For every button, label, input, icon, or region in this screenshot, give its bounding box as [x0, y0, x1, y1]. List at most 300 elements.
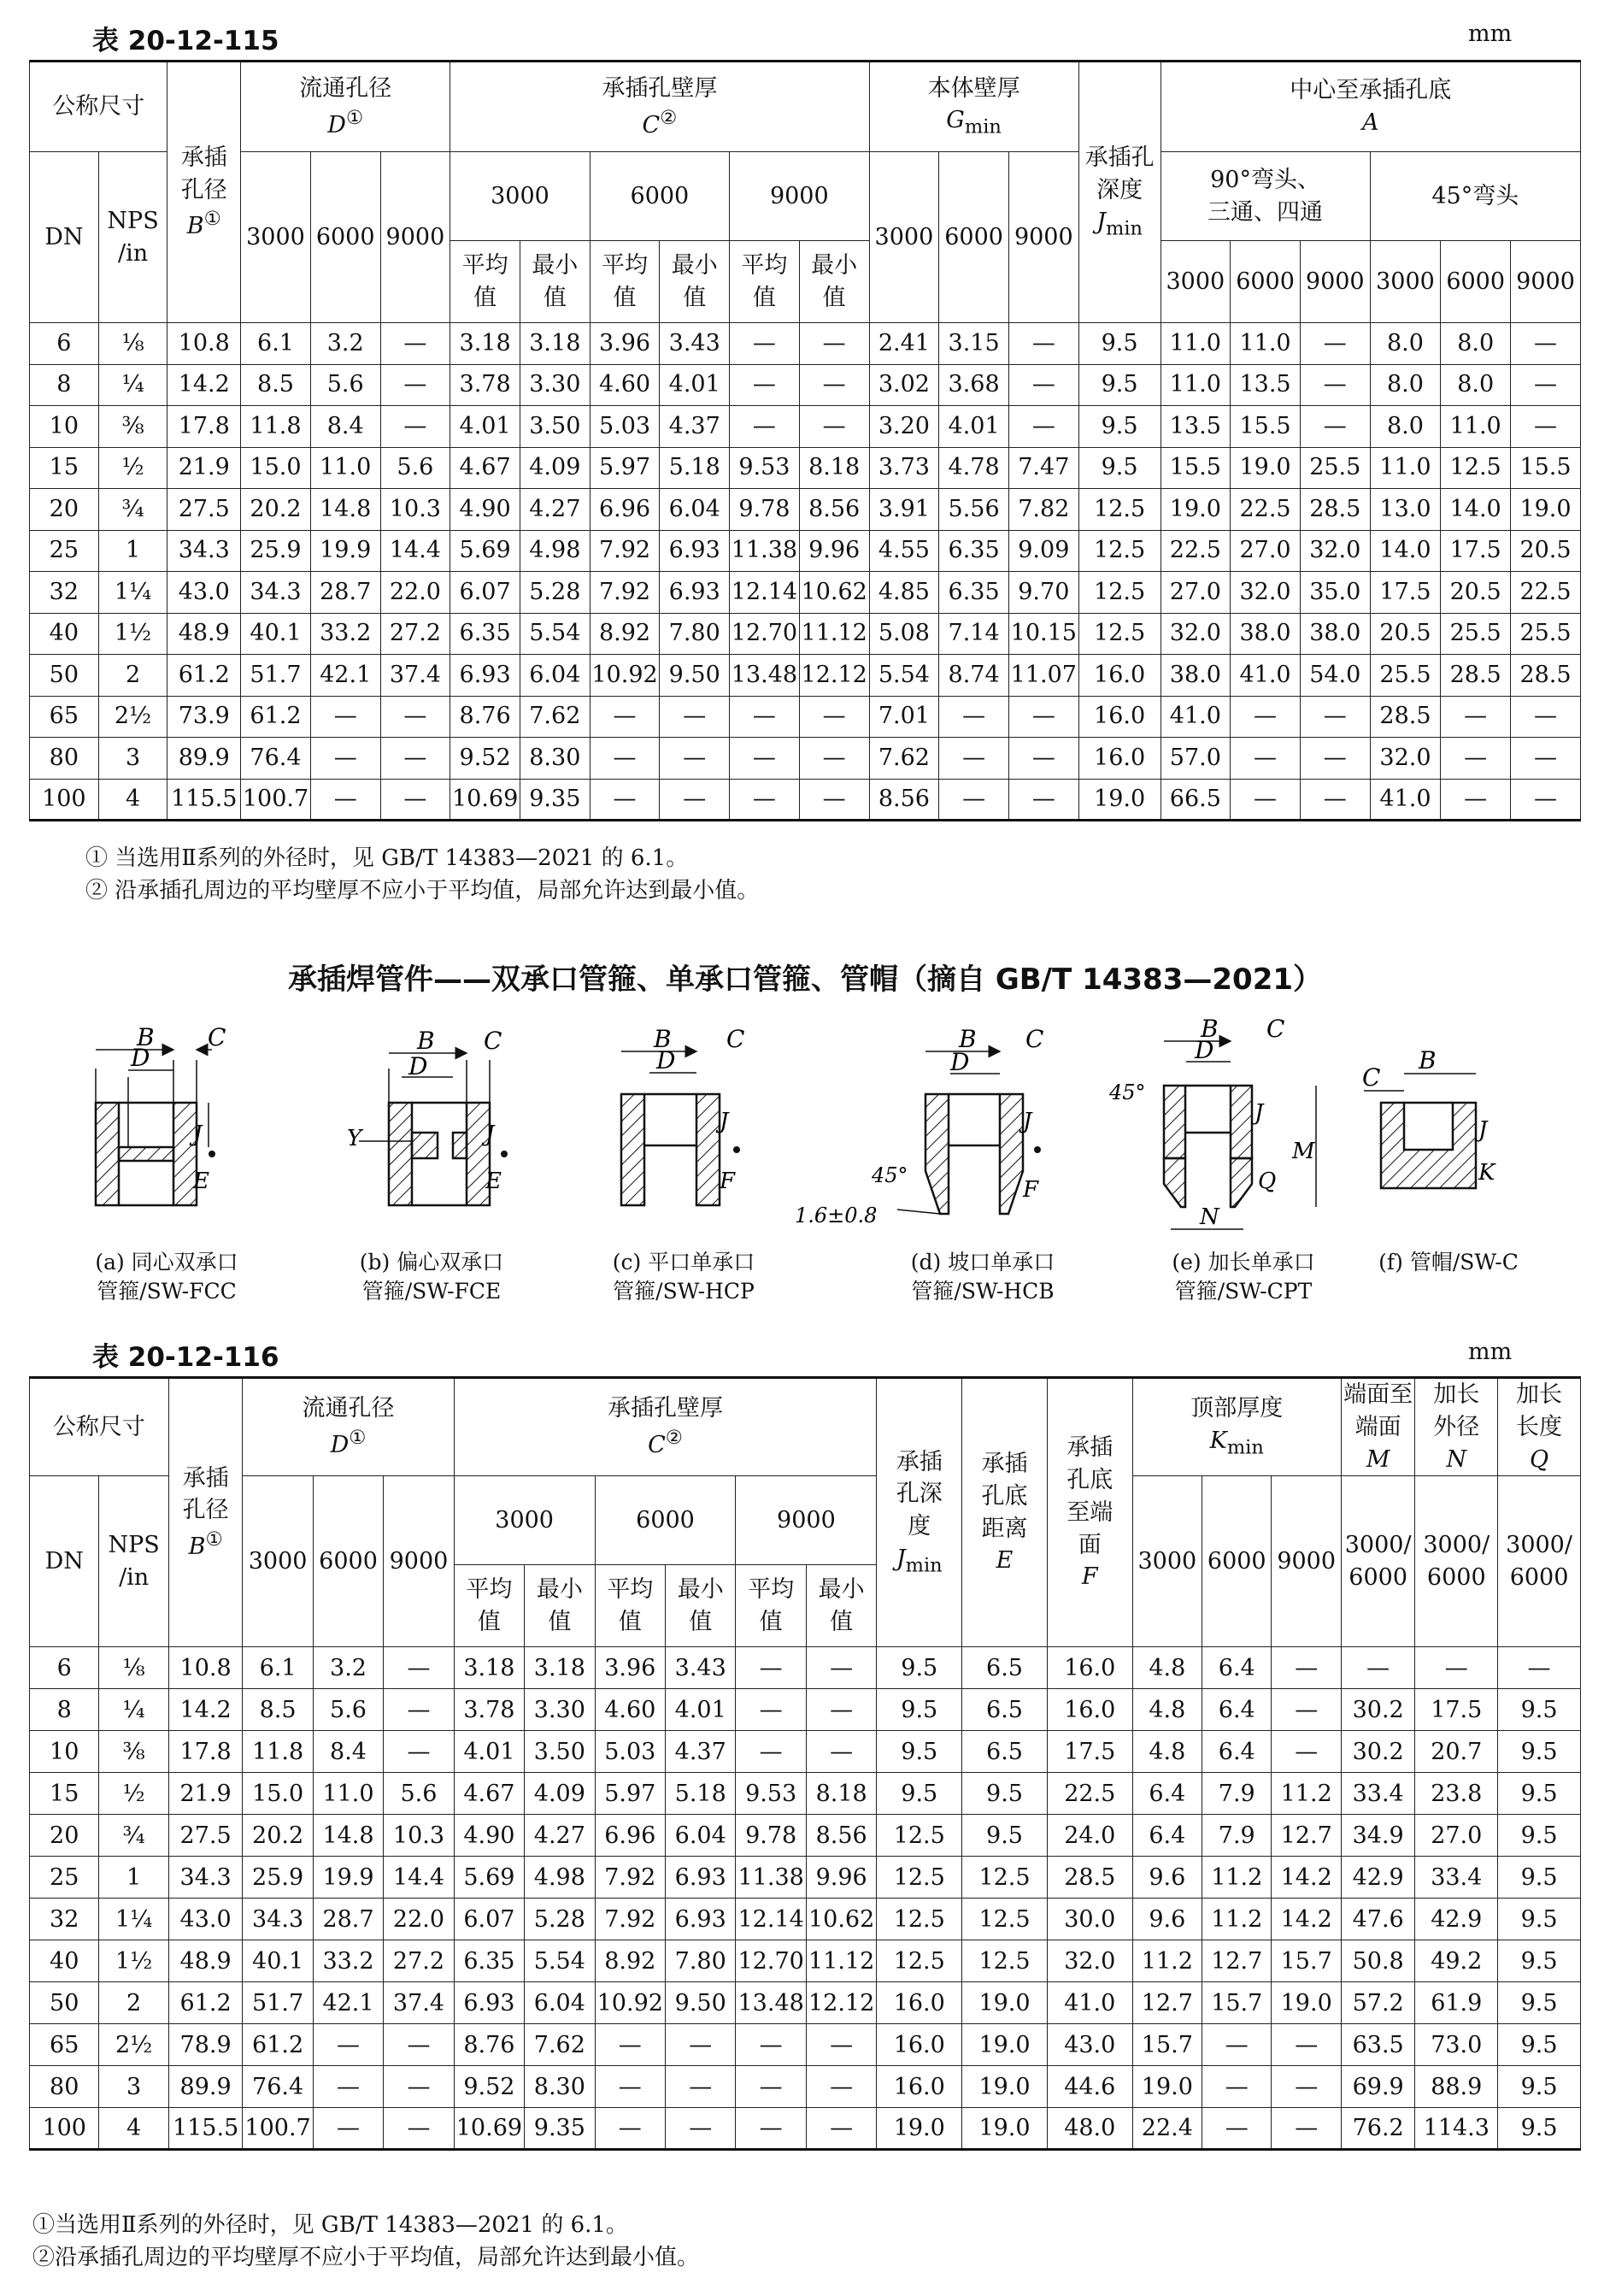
table-cell: — [1231, 779, 1301, 821]
table-cell: ¾ [99, 1815, 168, 1857]
table-cell: 32 [30, 1899, 99, 1940]
table-cell: 4.98 [525, 1857, 595, 1899]
table-cell: 3.43 [666, 1647, 736, 1689]
table-cell: 12.5 [962, 1857, 1048, 1899]
table-cell: 61.2 [241, 696, 311, 738]
caption-b: (b) 偏心双承口 管箍/SW-FCE [359, 1250, 504, 1304]
table-cell: 6.93 [454, 1982, 524, 2024]
table-cell: 5.6 [380, 447, 450, 489]
table-cell: 7.9 [1202, 1773, 1272, 1815]
table-cell: — [799, 406, 869, 448]
table-row [30, 2066, 1581, 2108]
table-cell: 7.47 [1008, 447, 1078, 489]
t2-h-top-6000: 6000 [1202, 1476, 1272, 1647]
table-cell: — [1272, 1647, 1341, 1689]
table-cell: — [730, 364, 800, 406]
table-cell: 13.48 [730, 655, 800, 697]
table-cell: 17.5 [1370, 572, 1441, 614]
table-cell: 38.0 [1231, 613, 1301, 655]
table-cell: 12.70 [730, 613, 800, 655]
table-cell: 14.2 [1272, 1857, 1341, 1899]
table-cell: — [736, 2024, 806, 2066]
table-cell: 22.0 [384, 1899, 454, 1940]
dim-B: B [959, 1025, 977, 1053]
dim-J: J [485, 1122, 495, 1147]
table-row [30, 1940, 1581, 1982]
table-cell: 14.0 [1441, 489, 1511, 531]
table2-body [30, 1647, 1581, 2150]
table-cell: 34.3 [167, 530, 241, 572]
table-cell: 9.6 [1132, 1857, 1202, 1899]
table-cell: 11.8 [243, 1731, 313, 1773]
table-cell: 6.4 [1202, 1689, 1272, 1731]
t2-h-m-class: 3000/ 6000 [1341, 1476, 1415, 1647]
dim-B: B [654, 1025, 672, 1053]
table-cell: 11.12 [799, 613, 869, 655]
table-cell: 50 [30, 655, 99, 697]
caption-c: (c) 平口单承口 管箍/SW-HCP [612, 1250, 755, 1304]
t1-h-nps: NPS /in [98, 152, 167, 323]
table-cell: — [1202, 2024, 1272, 2066]
table-cell: 6.93 [450, 655, 520, 697]
table-cell: — [736, 2066, 806, 2108]
t1-h-elbow45: 45°弯头 [1370, 152, 1580, 241]
table-cell: 100 [30, 779, 99, 821]
table2-note-2: ②沿承插孔周边的平均壁厚不应小于平均值，局部允许达到最小值。 [32, 2245, 700, 2270]
t1-h-e45-9000: 9000 [1511, 241, 1581, 323]
table-cell: 10.8 [167, 323, 241, 365]
table-cell: 73.0 [1415, 2024, 1498, 2066]
table-cell: 6.96 [595, 1815, 665, 1857]
t1-h-flow-3000: 3000 [241, 152, 311, 323]
dim-C: C [1025, 1025, 1044, 1053]
table-cell: 40.1 [241, 613, 311, 655]
table-cell: 41.0 [1047, 1982, 1132, 2024]
dim-C: C [1266, 1017, 1285, 1043]
table-cell: 5.28 [525, 1899, 595, 1940]
table-cell: 61.2 [168, 1982, 243, 2024]
table-cell: 10.3 [380, 489, 450, 531]
table-cell: 9.09 [1008, 530, 1078, 572]
table-cell: 25.5 [1511, 613, 1581, 655]
dim-J: J [720, 1109, 729, 1134]
table-cell: — [590, 696, 660, 738]
table-cell: 114.3 [1415, 2108, 1498, 2150]
table-cell: 12.5 [1078, 530, 1160, 572]
table-cell: 11.2 [1132, 1940, 1202, 1982]
table-cell: 9.6 [1132, 1899, 1202, 1940]
table-cell: 20.7 [1415, 1731, 1498, 1773]
table-cell: 19.0 [962, 2108, 1048, 2150]
table-cell: — [799, 779, 869, 821]
table-cell: 6.07 [450, 572, 520, 614]
t2-h-dist: 承插 孔底 距离 E [962, 1378, 1048, 1647]
table-cell: 10.62 [799, 572, 869, 614]
table-cell: 1½ [98, 613, 167, 655]
table-cell: 9.70 [1008, 572, 1078, 614]
table-cell: — [1008, 696, 1078, 738]
dim-B: B [137, 1023, 155, 1051]
table-cell: — [660, 738, 730, 780]
table-cell: 9.5 [1078, 447, 1160, 489]
table-cell: 20 [30, 489, 99, 531]
table-cell: 8.30 [520, 738, 590, 780]
table-cell: 4.01 [666, 1689, 736, 1731]
t2-h-nps: NPS /in [99, 1476, 168, 1647]
table1-title: 表 20-12-115 [92, 26, 279, 56]
table-cell: 89.9 [168, 2066, 243, 2108]
table-cell: 76.4 [243, 2066, 313, 2108]
table-cell: — [1441, 779, 1511, 821]
table-cell: 8.4 [313, 1731, 383, 1773]
table-row [30, 489, 1581, 531]
t2-h-wall-9000: 9000 [736, 1476, 877, 1565]
table-cell: 5.28 [520, 572, 590, 614]
table1 [29, 60, 1581, 821]
table-cell: 6.04 [666, 1815, 736, 1857]
table-cell: — [1511, 696, 1581, 738]
table-cell: ⅜ [99, 1731, 168, 1773]
t2-h-q-class: 3000/ 6000 [1498, 1476, 1581, 1647]
table-cell: 115.5 [168, 2108, 243, 2150]
table-cell: 6.5 [962, 1731, 1048, 1773]
table-cell: 28.7 [310, 572, 380, 614]
table2-note-1: ①当选用Ⅱ系列的外径时，见 GB/T 14383—2021 的 6.1。 [32, 2212, 628, 2238]
t1-h-avg: 平均 值 [590, 241, 660, 323]
table-cell: — [736, 1689, 806, 1731]
table-cell: 76.4 [241, 738, 311, 780]
table-cell: — [730, 696, 800, 738]
table-cell: — [939, 696, 1009, 738]
table-cell: 7.14 [939, 613, 1009, 655]
table-cell: 20.5 [1441, 572, 1511, 614]
table-cell: 20.2 [243, 1815, 313, 1857]
table-cell: 12.5 [877, 1899, 962, 1940]
table-cell: 5.97 [590, 447, 660, 489]
table-cell: — [1511, 406, 1581, 448]
table-cell: — [1300, 323, 1370, 365]
table-cell: 7.80 [666, 1940, 736, 1982]
table-cell: 33.4 [1341, 1773, 1415, 1815]
table-cell: 32.0 [1370, 738, 1441, 780]
table-cell: — [730, 406, 800, 448]
table-cell: 9.50 [666, 1982, 736, 2024]
table-cell: 8.56 [799, 489, 869, 531]
table-cell: 14.0 [1370, 530, 1441, 572]
table-cell: 2 [99, 1982, 168, 2024]
table-cell: 15.0 [241, 447, 311, 489]
table-cell: 1 [99, 1857, 168, 1899]
table-cell: 38.0 [1160, 655, 1231, 697]
table-cell: 80 [30, 738, 99, 780]
table-cell: 5.03 [590, 406, 660, 448]
table-cell: 3 [98, 738, 167, 780]
table-cell: — [939, 738, 1009, 780]
table-cell: 11.38 [730, 530, 800, 572]
table-cell: 6.4 [1132, 1773, 1202, 1815]
table-row [30, 613, 1581, 655]
t2-h-avg: 平均 值 [736, 1565, 806, 1647]
table-cell: 11.2 [1272, 1773, 1341, 1815]
table-cell: 34.3 [168, 1857, 243, 1899]
table1-unit: mm [1468, 21, 1513, 47]
table-cell: 10 [30, 406, 99, 448]
table-row [30, 1731, 1581, 1773]
table-cell: 4.09 [525, 1773, 595, 1815]
t1-h-avg: 平均 值 [450, 241, 520, 323]
table-cell: ¼ [98, 364, 167, 406]
table-cell: 10.3 [384, 1815, 454, 1857]
table-cell: 3.2 [313, 1647, 383, 1689]
table-cell: 2½ [98, 696, 167, 738]
table-cell: 54.0 [1300, 655, 1370, 697]
table-cell: 9.53 [736, 1773, 806, 1815]
table-cell: 9.5 [1498, 1899, 1581, 1940]
table-cell: 16.0 [1078, 696, 1160, 738]
table-cell: 3.78 [454, 1689, 524, 1731]
table-cell: 6.04 [660, 489, 730, 531]
table-cell: 11.0 [1160, 323, 1231, 365]
dim-B: B [1419, 1046, 1437, 1074]
table-cell: 6.93 [666, 1899, 736, 1940]
table-cell: 10.92 [590, 655, 660, 697]
table-row [30, 572, 1581, 614]
dim-D: D [656, 1046, 676, 1074]
t2-h-wall-6000: 6000 [595, 1476, 736, 1565]
table-cell: 7.92 [595, 1899, 665, 1940]
table-cell: 43.0 [167, 572, 241, 614]
table-cell: 4.67 [454, 1773, 524, 1815]
table-cell: 33.2 [313, 1940, 383, 1982]
table-cell: 10.62 [806, 1899, 877, 1940]
dim-E: E [485, 1169, 502, 1194]
t1-h-e90-6000: 6000 [1231, 241, 1301, 323]
table-cell: 9.96 [806, 1857, 877, 1899]
table-cell: 3.30 [525, 1689, 595, 1731]
table-cell: — [1511, 738, 1581, 780]
table-cell: 30.2 [1341, 1689, 1415, 1731]
table-cell: 10.8 [168, 1647, 243, 1689]
table-cell: 12.7 [1272, 1815, 1341, 1857]
table-cell: 12.7 [1202, 1940, 1272, 1982]
table-cell: 11.0 [1160, 364, 1231, 406]
table-cell: — [1441, 738, 1511, 780]
table-cell: — [806, 2066, 877, 2108]
table-cell: 12.12 [799, 655, 869, 697]
table-cell: 80 [30, 2066, 99, 2108]
table-cell: 21.9 [168, 1773, 243, 1815]
table-cell: 47.6 [1341, 1899, 1415, 1940]
table-cell: — [806, 1731, 877, 1773]
table-cell: 6.35 [454, 1940, 524, 1982]
table-cell: — [660, 696, 730, 738]
table-cell: 3.20 [869, 406, 939, 448]
diagram-f [1362, 1046, 1496, 1188]
t2-h-depth: 承插 孔深 度 $J_{min}$ [877, 1378, 962, 1647]
table-cell: — [1300, 406, 1370, 448]
table2 [29, 1376, 1581, 2151]
table-cell: 9.5 [1498, 1815, 1581, 1857]
table-row [30, 1689, 1581, 1731]
table-cell: — [660, 779, 730, 821]
dim-angle: 45° [872, 1163, 908, 1187]
table-cell: 22.5 [1047, 1773, 1132, 1815]
t2-h-bore: 承插 孔径 B① [168, 1378, 243, 1647]
table-cell: 15.7 [1202, 1982, 1272, 2024]
t1-h-flow: 流通孔径 D① [241, 62, 450, 152]
table-cell: 25.5 [1370, 655, 1441, 697]
table-cell: 5.03 [595, 1731, 665, 1773]
table-row [30, 1647, 1581, 1689]
table-cell: 22.5 [1160, 530, 1231, 572]
t1-h-body-9000: 9000 [1008, 152, 1078, 323]
table-cell: 42.1 [313, 1982, 383, 2024]
dim-B: B [417, 1027, 435, 1055]
table-cell: 11.2 [1202, 1899, 1272, 1940]
caption-a: (a) 同心双承口 管箍/SW-FCC [95, 1250, 238, 1304]
t1-h-nominal: 公称尺寸 [30, 62, 167, 152]
table-cell: — [1300, 779, 1370, 821]
table-cell: — [384, 1689, 454, 1731]
table-cell: 66.5 [1160, 779, 1231, 821]
table-cell: 2.41 [869, 323, 939, 365]
table-cell: 11.2 [1202, 1857, 1272, 1899]
table-cell: 27.0 [1231, 530, 1301, 572]
t2-h-nominal: 公称尺寸 [30, 1378, 169, 1476]
table-cell: 19.0 [1078, 779, 1160, 821]
table-cell: 9.5 [962, 1773, 1048, 1815]
table-cell: 14.2 [1272, 1899, 1341, 1940]
table-cell: 25.9 [241, 530, 311, 572]
table-cell: 12.70 [736, 1940, 806, 1982]
table-cell: 115.5 [167, 779, 241, 821]
t2-h-bottom: 承插 孔底 至端 面 F [1047, 1378, 1132, 1647]
table-cell: 1 [98, 530, 167, 572]
table-cell: 3.2 [310, 323, 380, 365]
table-cell: — [1415, 1647, 1498, 1689]
table-cell: 10.92 [595, 1982, 665, 2024]
table-cell: 21.9 [167, 447, 241, 489]
table-cell: 15 [30, 1773, 99, 1815]
dim-D: D [950, 1048, 970, 1076]
table-cell: 30.2 [1341, 1731, 1415, 1773]
table-cell: 41.0 [1370, 779, 1441, 821]
table-cell: — [384, 2024, 454, 2066]
t2-h-flow: 流通孔径 D① [243, 1378, 454, 1476]
t1-h-depth: 承插孔 深度 $J_{min}$ [1078, 62, 1160, 323]
table-cell: 6.1 [241, 323, 311, 365]
table-cell: 30.0 [1047, 1899, 1132, 1940]
table-cell: 32.0 [1300, 530, 1370, 572]
table-cell: 11.0 [313, 1773, 383, 1815]
table-cell: 3 [99, 2066, 168, 2108]
table-cell: 28.5 [1300, 489, 1370, 531]
table-cell: 3.18 [450, 323, 520, 365]
table-cell: 28.5 [1511, 655, 1581, 697]
diagram-b [347, 1027, 508, 1205]
t1-h-wall: 承插孔壁厚 C② [450, 62, 869, 152]
table-cell: 7.92 [590, 572, 660, 614]
table-cell: 5.69 [450, 530, 520, 572]
diagram-d [795, 1025, 1043, 1227]
table-cell: 15.5 [1511, 447, 1581, 489]
table-cell: 8.4 [310, 406, 380, 448]
table-cell: 48.9 [167, 613, 241, 655]
table-cell: — [1008, 323, 1078, 365]
table-cell: 3.43 [660, 323, 730, 365]
table-cell: 7.62 [869, 738, 939, 780]
table-cell: 4.55 [869, 530, 939, 572]
table-cell: 25 [30, 530, 99, 572]
t2-h-wall: 承插孔壁厚 C② [454, 1378, 877, 1476]
table-cell: 27.5 [168, 1815, 243, 1857]
table-cell: 28.5 [1047, 1857, 1132, 1899]
table-cell: — [310, 779, 380, 821]
dim-F: F [1023, 1177, 1039, 1203]
section-title: 承插焊管件——双承口管箍、单承口管箍、管帽（摘自 GB/T 14383—2021） [287, 963, 1323, 997]
table-cell: — [806, 2024, 877, 2066]
table-cell: 12.14 [736, 1899, 806, 1940]
table-cell: 15.5 [1231, 406, 1301, 448]
table-cell: — [1300, 364, 1370, 406]
t2-h-flow-9000: 9000 [384, 1476, 454, 1647]
table-row [30, 364, 1581, 406]
table-cell: 43.0 [168, 1899, 243, 1940]
table-cell: — [730, 779, 800, 821]
table-cell: 100 [30, 2108, 99, 2150]
table-cell: 32 [30, 572, 99, 614]
table-cell: 27.2 [380, 613, 450, 655]
table-row [30, 447, 1581, 489]
table-cell: 4.01 [450, 406, 520, 448]
table-cell: — [736, 1731, 806, 1773]
table-cell: 5.18 [660, 447, 730, 489]
t2-h-top: 顶部厚度 $K_{min}$ [1132, 1378, 1341, 1476]
table-cell: — [1300, 696, 1370, 738]
table-cell: 9.50 [660, 655, 730, 697]
table-cell: — [1511, 364, 1581, 406]
table-cell: 12.5 [1078, 489, 1160, 531]
table-cell: 14.2 [167, 364, 241, 406]
table-cell: 16.0 [1078, 655, 1160, 697]
table-cell: 35.0 [1300, 572, 1370, 614]
table-cell: — [1008, 779, 1078, 821]
table-cell: 19.0 [962, 2024, 1048, 2066]
table-cell: 8.0 [1370, 364, 1441, 406]
table-cell: 12.14 [730, 572, 800, 614]
table-cell: 7.62 [520, 696, 590, 738]
diagram-a [96, 1023, 226, 1205]
table-cell: 13.48 [736, 1982, 806, 2024]
table-cell: 8.18 [799, 447, 869, 489]
table-cell: 6.4 [1202, 1731, 1272, 1773]
dim-angle: 45° [1109, 1080, 1146, 1104]
dim-M: M [1292, 1139, 1315, 1164]
table-cell: 8.5 [241, 364, 311, 406]
table-cell: 4.98 [520, 530, 590, 572]
table-cell: 7.9 [1202, 1815, 1272, 1857]
table-cell: 48.0 [1047, 2108, 1132, 2150]
table-cell: ½ [99, 1773, 168, 1815]
table-cell: ⅛ [98, 323, 167, 365]
table-cell: 4.01 [454, 1731, 524, 1773]
table-cell: 9.5 [1498, 2108, 1581, 2150]
table-cell: 8.92 [590, 613, 660, 655]
table-cell: 73.9 [167, 696, 241, 738]
table-cell: 65 [30, 696, 99, 738]
table-row [30, 323, 1581, 365]
t1-h-bore: 承插 孔径 B① [167, 62, 241, 323]
